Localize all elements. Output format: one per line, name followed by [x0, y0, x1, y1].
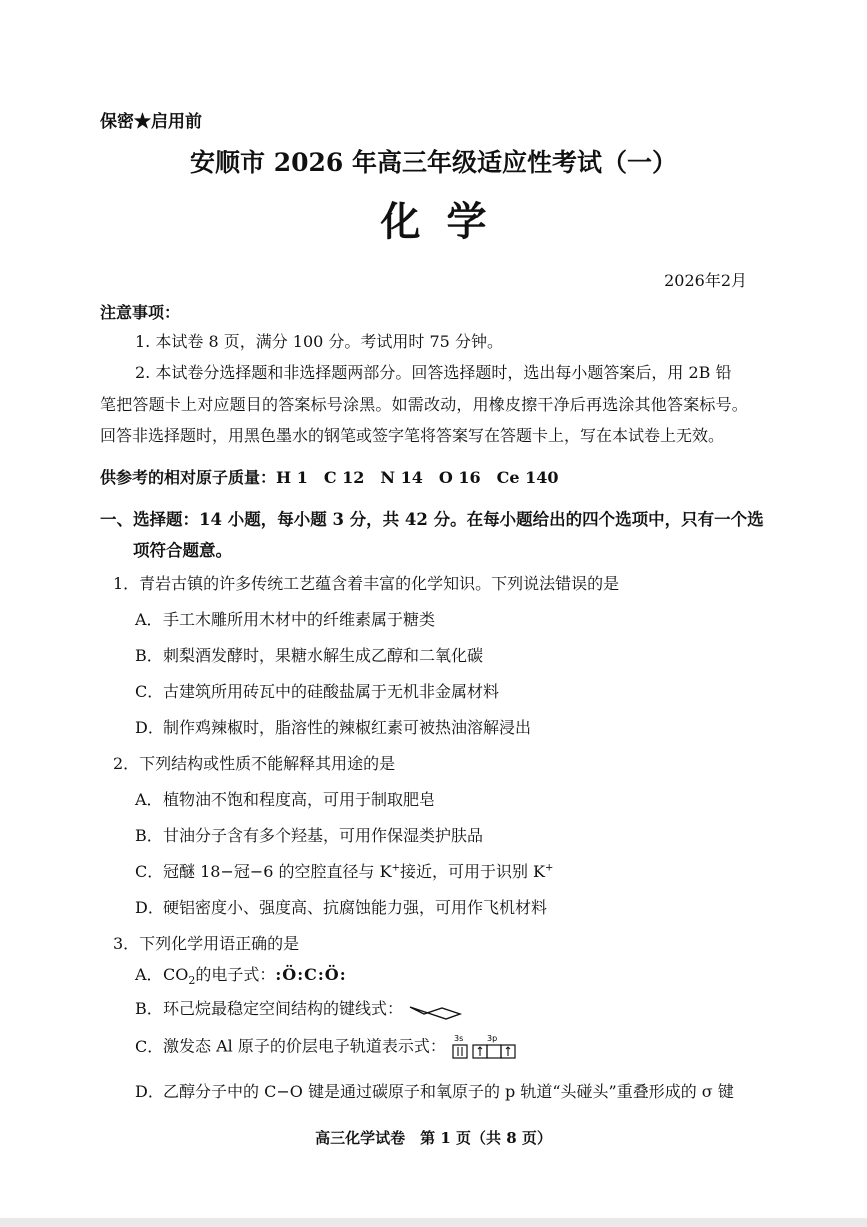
option-text: 刺梨酒发酵时，果糖水解生成乙醇和二氧化碳: [163, 646, 484, 665]
option-label: D．: [135, 718, 164, 737]
option-text: 冠醚 18−冠−6 的空腔直径与 K: [163, 862, 392, 881]
section-heading-cont: 项符合题意。: [133, 541, 232, 560]
option-label: B．: [135, 646, 163, 665]
orbital-3s-label: 3s: [453, 1034, 464, 1043]
exam-title: 安顺市 2026 年高三年级适应性考试（一）: [190, 148, 677, 177]
option-label: C．: [135, 1036, 164, 1056]
option-text: 激发态 Al 原子的价层电子轨道表示式：: [163, 1036, 446, 1056]
exam-date: 2026年2月: [664, 271, 747, 290]
notice-line: 笔把答题卡上对应题目的答案标号涂黑。如需改动，用橡皮擦干净后再选涂其他答案标号。: [100, 395, 749, 414]
option-text: 环己烷最稳定空间结构的键线式：: [163, 999, 404, 1018]
option-label: A．: [135, 965, 163, 984]
orbital-diagram: [451, 1033, 519, 1061]
option-label: B．: [135, 999, 163, 1018]
option: [135, 895, 547, 918]
option: [135, 787, 435, 810]
option: [135, 607, 435, 630]
option-label: D．: [135, 1082, 164, 1101]
scan-bottom-edge: [0, 1218, 867, 1227]
notice-line: 1. 本试卷 8 页，满分 100 分。考试用时 75 分钟。: [135, 332, 503, 351]
option: [135, 859, 553, 882]
page-footer: 高三化学试卷 第 1 页（共 8 页）: [315, 1129, 552, 1147]
question-stem: 1．青岩古镇的许多传统工艺蕴含着丰富的化学知识。下列说法错误的是: [113, 574, 620, 593]
option-text: 接近，可用于识别 K: [399, 862, 546, 881]
superscript: +: [391, 862, 400, 874]
option-label: B．: [135, 826, 163, 845]
option-text: 硬铝密度小、强度高、抗腐蚀能力强，可用作飞机材料: [163, 898, 548, 917]
question-stem: 2．下列结构或性质不能解释其用途的是: [113, 754, 396, 773]
option: [135, 962, 347, 987]
option-label: D．: [135, 898, 164, 917]
atomic-masses: 供参考的相对原子质量：H 1 C 12 N 14 O 16 Ce 140: [100, 468, 559, 487]
subscript: 2: [188, 974, 196, 988]
option-text: 制作鸡辣椒时，脂溶性的辣椒红素可被热油溶解浸出: [163, 718, 532, 737]
option-text: 甘油分子含有多个羟基，可用作保湿类护肤品: [163, 826, 484, 845]
notice-line: 回答非选择题时，用黑色墨水的钢笔或签字笔将答案写在答题卡上，写在本试卷上无效。: [100, 426, 725, 445]
option: [135, 1033, 519, 1061]
option-label: C．: [135, 682, 164, 701]
notice-line: 2. 本试卷分选择题和非选择题两部分。回答选择题时，选出每小题答案后，用 2B 铅: [135, 363, 732, 382]
notice-heading: 注意事项：: [100, 303, 181, 322]
electron-formula: :Ö:C:Ö:: [275, 965, 347, 984]
option-text: CO: [163, 965, 189, 984]
cyclohexane-chair-diagram: [408, 999, 464, 1021]
option-text: 乙醇分子中的 C−O 键是通过碳原子和氧原子的 p 轨道“头碰头”重叠形成的 σ 键: [163, 1082, 734, 1101]
option: [135, 715, 531, 738]
subject-title: 化学: [380, 198, 513, 245]
option-label: A．: [135, 790, 163, 809]
question-stem: 3．下列化学用语正确的是: [113, 934, 300, 953]
option-text: 植物油不饱和程度高，可用于制取肥皂: [163, 790, 436, 809]
superscript: +: [545, 862, 554, 874]
option: [135, 643, 483, 666]
option: [135, 679, 499, 702]
option: [135, 823, 483, 846]
option-label: C．: [135, 862, 164, 881]
orbital-3p-label: 3p: [486, 1034, 498, 1043]
section-heading: 一、选择题：14 小题，每小题 3 分，共 42 分。在每小题给出的四个选项中，只有一个选: [100, 510, 764, 529]
option: [135, 1079, 734, 1102]
option-text: 的电子式：: [195, 965, 276, 984]
confidential-label: 保密★启用前: [100, 112, 202, 132]
option-text: 手工木雕所用木材中的纤维素属于糖类: [163, 610, 436, 629]
option-text: 古建筑所用砖瓦中的硅酸盐属于无机非金属材料: [163, 682, 500, 701]
option: [135, 996, 464, 1021]
option-label: A．: [135, 610, 163, 629]
